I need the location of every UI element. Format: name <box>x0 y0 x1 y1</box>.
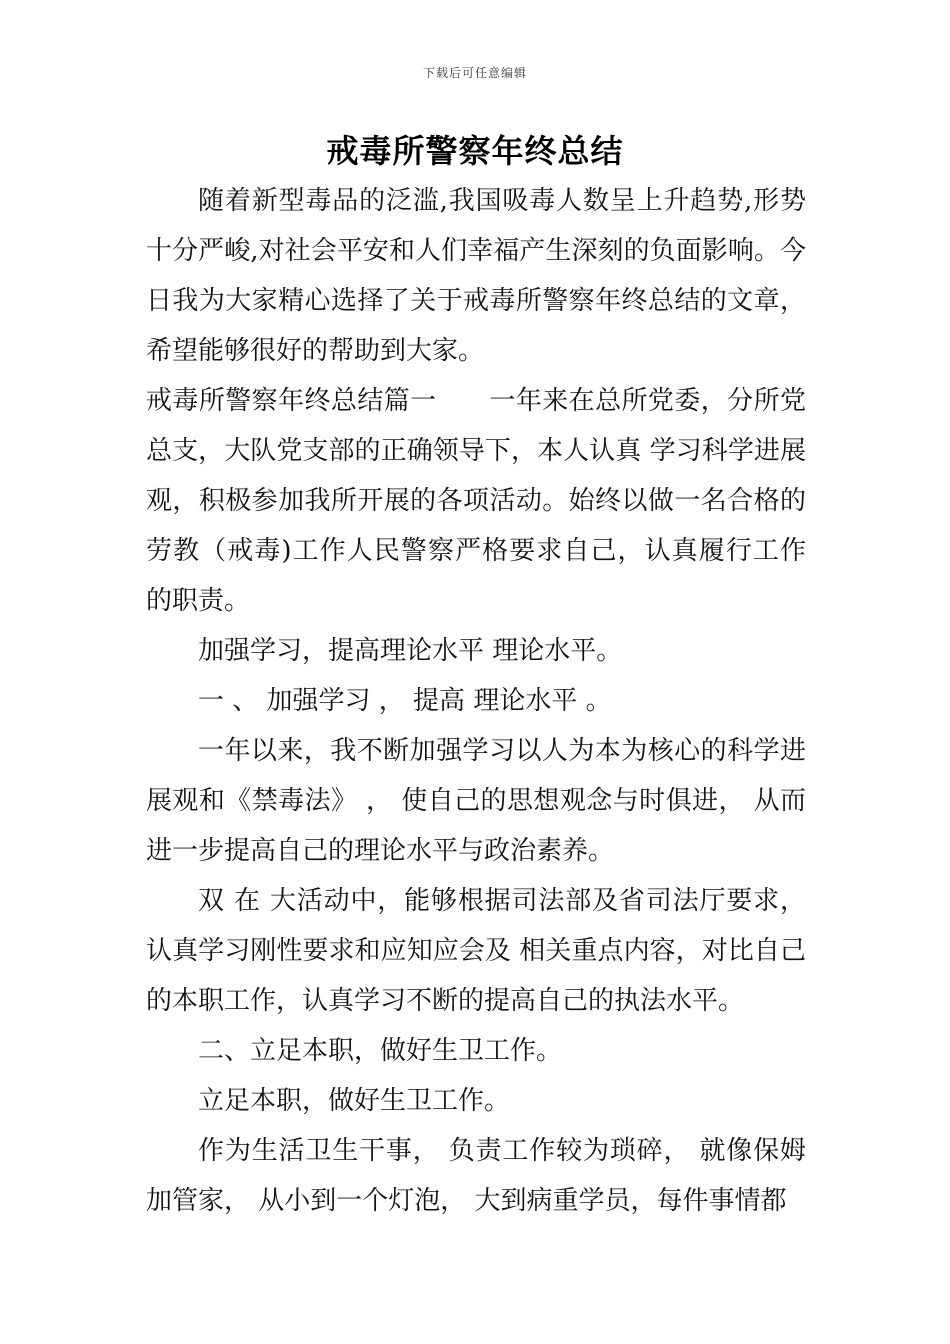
paragraph-intro: 随着新型毒品的泛滥,我国吸毒人数呈上升趋势,形势十分严峻,对社会平安和人们幸福产生深刻的负面影响。今日我为大家精心选择了关于戒毒所警察年终总结的文章，希望能够很好的帮助到大家。 <box>146 186 806 366</box>
paragraph-heading-two: 二、立足本职，做好生卫工作。 <box>198 1036 563 1066</box>
paragraph-subheading-study: 加强学习，提高理论水平 理论水平。 <box>198 636 623 666</box>
document-title: 戒毒所警察年终总结 <box>326 132 624 170</box>
paragraph-study-details: 一年以来，我不断加强学习以人为本为核心的科学进展观和《禁毒法》 ， 使自己的思想观念与时俱进， 从而进一步提高自己的理论水平与政治素养。 <box>146 736 806 866</box>
paragraph-section-one-intro: 戒毒所警察年终总结篇一 一年来在总所党委，分所党总支，大队党支部的正确领导下，本人认真 学习科学进展观，积极参加我所开展的各项活动。始终以做一名合格的劳教（戒毒)工作人民警察严格要求自己，认真履行工作的职责。 <box>146 386 806 616</box>
paragraph-heading-one: 一 、 加强学习 ， 提高 理论水平 。 <box>198 686 612 716</box>
header-note: 下载后可任意编辑 <box>422 66 527 80</box>
paragraph-duty-details: 作为生活卫生干事， 负责工作较为琐碎， 就像保姆加管家， 从小到一个灯泡， 大到病重学员，每件事情都 <box>146 1136 806 1216</box>
document-body <box>146 176 806 1226</box>
paragraph-subheading-duty: 立足本职，做好生卫工作。 <box>198 1086 511 1116</box>
paragraph-activities: 双 在 大活动中，能够根据司法部及省司法厅要求，认真学习刚性要求和应知应会及 相关重点内容，对比自己的本职工作，认真学习不断的提高自己的执法水平。 <box>146 886 806 1016</box>
